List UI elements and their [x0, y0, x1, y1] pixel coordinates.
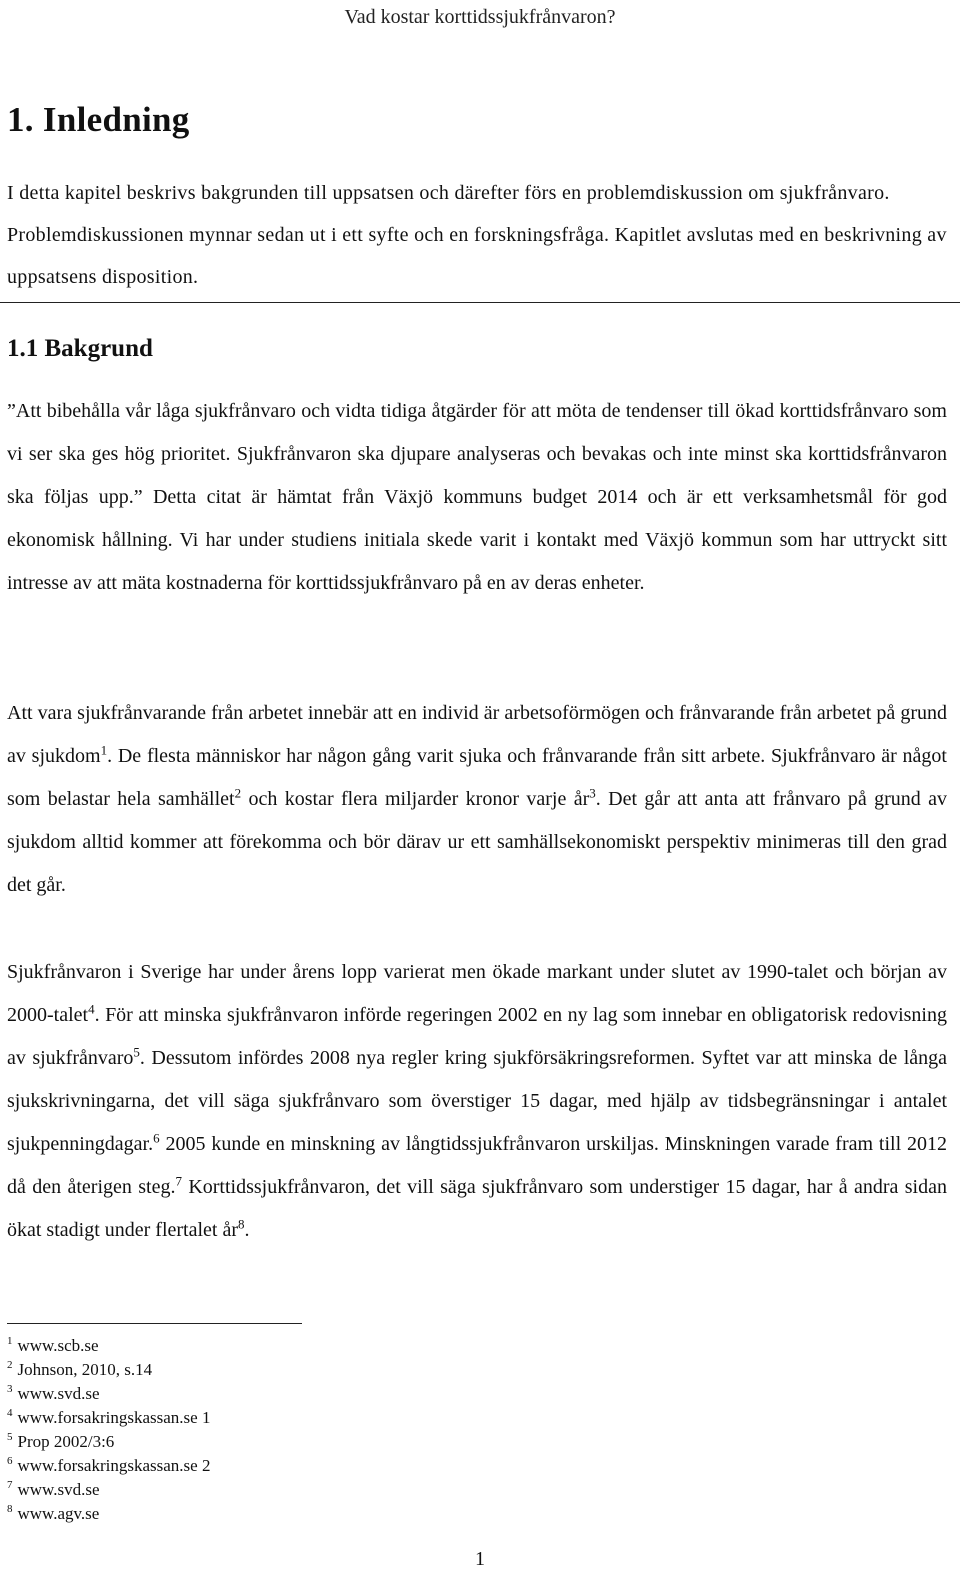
chapter-title: 1. Inledning — [7, 100, 190, 139]
paragraph-quote: ”Att bibehålla vår låga sjukfrånvaro och vidta tidiga åtgärder för att möta de tendenser till ökad korttidsfrånvaro som vi ser ska ges hög prioritet. Sjukfrånvaron ska djupare analyseras och bevakas och inte minst ska korttidsfrånvaron ska följas upp.” Detta citat är hämtat från Växjö kommuns budget 2014 och är ett verksamhetsmål för god ekonomisk hållning. Vi har under studiens initiala skede varit i kontakt med Växjö kommun som har uttryckt sitt intresse av att mäta kostnaderna för korttidssjukfrånvaro på en av deras enheter. — [7, 400, 947, 594]
footnote-item — [7, 1382, 607, 1406]
footnote-ref[interactable]: 8 — [238, 1216, 245, 1232]
paragraph-history — [7, 951, 947, 1252]
footnote-ref[interactable]: 2 — [234, 785, 242, 801]
footnote-item — [7, 1406, 607, 1430]
footnote-number: 6 — [7, 1455, 13, 1468]
footnote-number: 1 — [7, 1335, 13, 1348]
footnote-separator — [7, 1323, 302, 1324]
paragraph-text: 2005 kunde en minskning av långtidssjukfrånvaron urskiljas. Minskningen varade fram till 2012 då den återigen steg. — [7, 1133, 947, 1198]
footnote-number: 8 — [7, 1503, 13, 1516]
footnote-text[interactable]: www.svd.se — [17, 1480, 100, 1499]
footnote-text[interactable]: www.scb.se — [17, 1336, 99, 1355]
footnote-text[interactable]: www.forsakringskassan.se 2 — [17, 1456, 211, 1475]
footnote-list — [7, 1334, 607, 1526]
footnote-item — [7, 1502, 607, 1526]
footnote-text[interactable]: www.svd.se — [17, 1384, 100, 1403]
paragraph-text: . Det går att anta att frånvaro på grund av sjukdom alltid kommer att förekomma och bör därav ur ett samhällsekonomiskt perspektiv minimeras till den grad det går. — [7, 788, 948, 896]
footnote-item — [7, 1334, 607, 1358]
paragraph-text: Att vara sjukfrånvarande från arbetet innebär att en individ är arbetsoförmögen och frånvarande från arbetet på grund av sjukdom — [7, 702, 947, 767]
footnote-item — [7, 1430, 607, 1454]
footnote-text: Prop 2002/3:6 — [17, 1432, 115, 1451]
running-header: Vad kostar korttidssjukfrånvaron? — [344, 6, 616, 28]
paragraph-text: Korttidssjukfrånvaron, det vill säga sjukfrånvaro som understiger 15 dagar, har å andra sidan ökat stadigt under flertalet år — [7, 1176, 947, 1241]
section-title: 1.1 Bakgrund — [7, 335, 153, 362]
footnote-ref[interactable]: 6 — [153, 1130, 160, 1146]
footnote-number: 2 — [7, 1359, 13, 1372]
footnote-number: 5 — [7, 1431, 13, 1444]
page-number: 1 — [475, 1548, 485, 1570]
section-divider — [0, 302, 960, 303]
footnote-item — [7, 1454, 607, 1478]
paragraph-text: Sjukfrånvaron i Sverige har under årens lopp varierat men ökade markant under slutet av 1990-talet och början av 2000-talet — [7, 961, 947, 1026]
footnote-ref[interactable]: 4 — [88, 1001, 95, 1017]
paragraph-text: . De flesta människor har någon gång varit sjuka och frånvarande från sitt arbete. Sjukfrånvaro är något som belastar hela samhället — [7, 745, 947, 810]
footnote-number: 4 — [7, 1407, 13, 1420]
chapter-intro: I detta kapitel beskrivs bakgrunden till uppsatsen och därefter förs en problemdiskussion om sjukfrånvaro. Problemdiskussionen mynnar sedan ut i ett syfte och en forskningsfråga. Kapitlet avslutas med en beskrivning av uppsatsens disposition. — [7, 182, 947, 288]
paragraph-text: . Dessutom infördes 2008 nya regler kring sjukförsäkringsreformen. Syftet var att minska de långa sjukskrivningarna, det vill säga sjukfrånvaro som överstiger 15 dagar, med hjälp av tidsbegränsningar i antalet sjukpenningdagar. — [7, 1047, 948, 1155]
footnote-ref[interactable]: 5 — [133, 1044, 140, 1060]
footnote-ref[interactable]: 1 — [100, 742, 108, 758]
paragraph-text: . — [244, 1219, 250, 1241]
paragraph-text: . För att minska sjukfrånvaron införde regeringen 2002 en ny lag som innebar en obligatorisk redovisning av sjukfrånvaro — [7, 1004, 947, 1069]
paragraph-text: och kostar flera miljarder kronor varje år — [241, 788, 590, 810]
footnote-ref[interactable]: 3 — [589, 785, 596, 801]
footnote-item — [7, 1358, 607, 1382]
footnote-text[interactable]: www.forsakringskassan.se 1 — [17, 1408, 211, 1427]
footnote-number: 7 — [7, 1479, 13, 1492]
footnote-number: 3 — [7, 1383, 13, 1396]
footnote-text: Johnson, 2010, s.14 — [17, 1360, 153, 1379]
footnote-ref[interactable]: 7 — [175, 1173, 182, 1189]
footnote-item — [7, 1478, 607, 1502]
paragraph-definition — [7, 692, 947, 907]
footnote-text[interactable]: www.agv.se — [17, 1504, 100, 1523]
